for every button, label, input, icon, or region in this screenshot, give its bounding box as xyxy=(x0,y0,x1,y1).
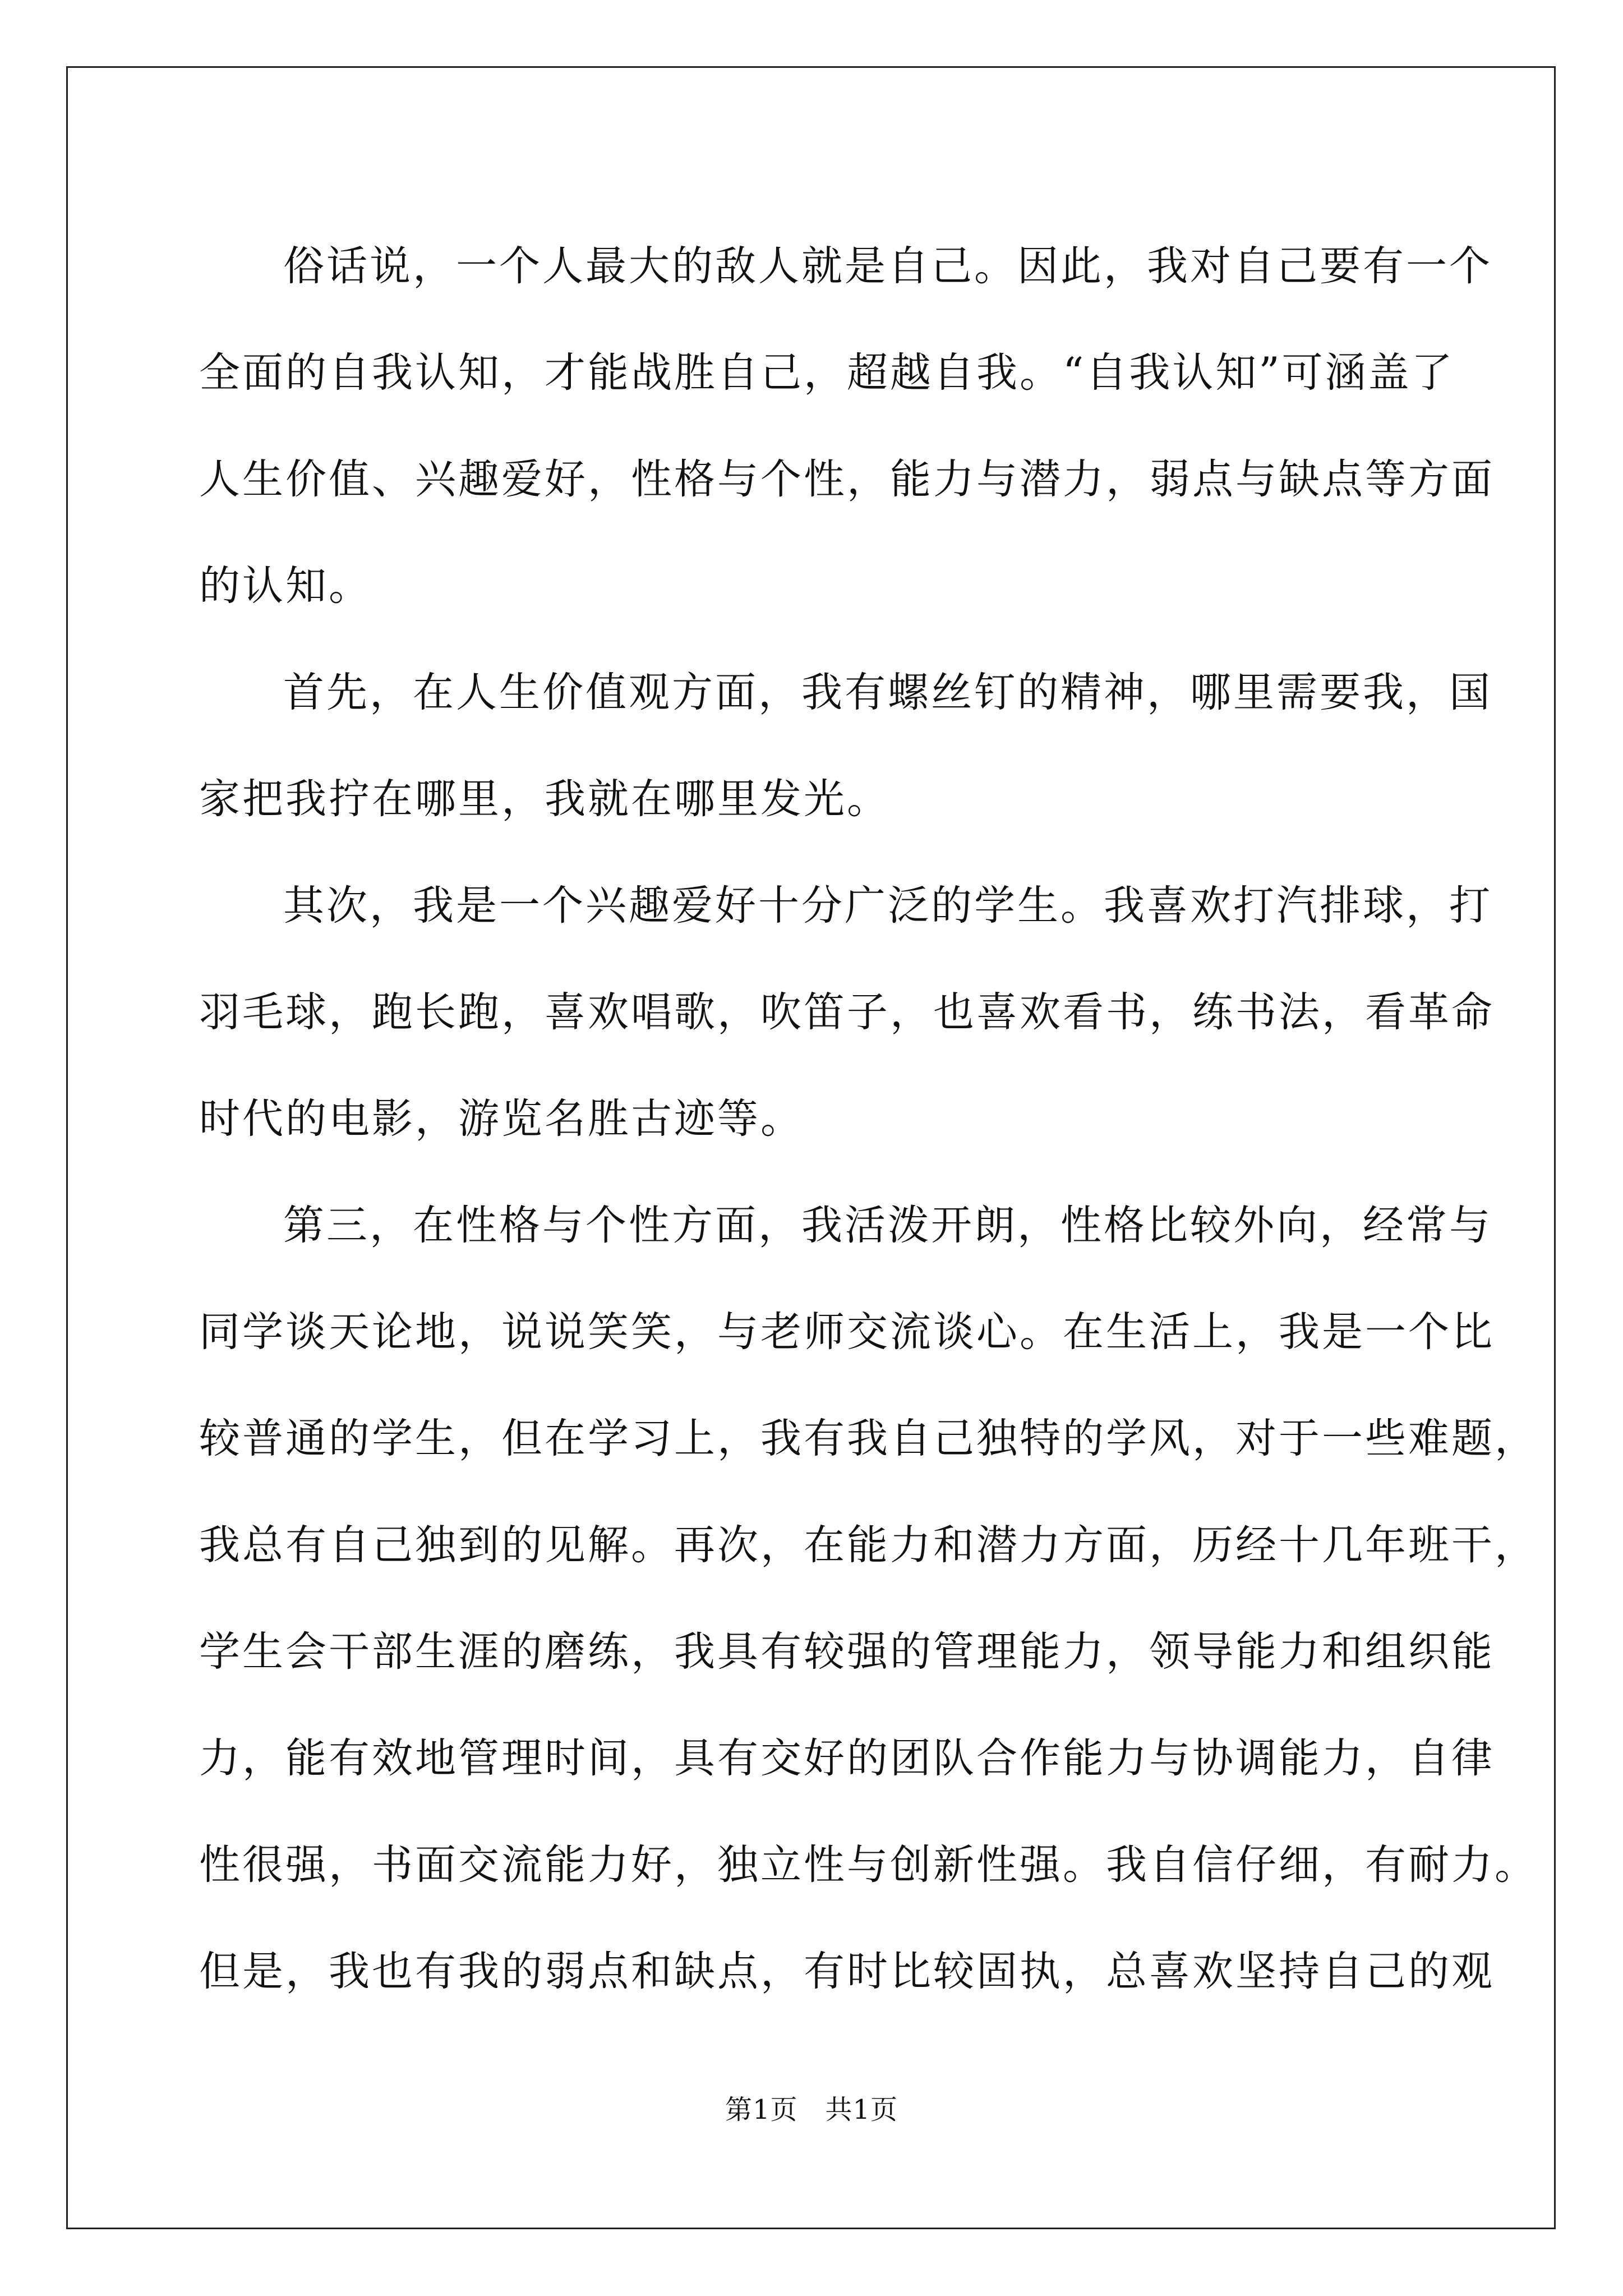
text-line: 全面的自我认知，才能战胜自己，超越自我。“自我认知”可涵盖了 xyxy=(199,349,1455,397)
text-line: 我总有自己独到的见解。再次，在能力和潜力方面，历经十几年班干， xyxy=(199,1521,1538,1569)
document-body xyxy=(199,213,1538,2025)
text-line: 其次，我是一个兴趣爱好十分广泛的学生。我喜欢打汽排球，打 xyxy=(283,882,1492,930)
text-line: 首先，在人生价值观方面，我有螺丝钉的精神，哪里需要我，国 xyxy=(283,669,1492,716)
text-line: 的认知。 xyxy=(199,562,372,610)
text-line: 学生会干部生涯的磨练，我具有较强的管理能力，领导能力和组织能 xyxy=(199,1628,1495,1676)
text-line: 力，能有效地管理时间，具有交好的团队合作能力与协调能力，自律 xyxy=(199,1734,1495,1782)
text-line: 时代的电影，游览名胜古迹等。 xyxy=(199,1095,804,1143)
text-line: 俗话说，一个人最大的敌人就是自己。因此，我对自己要有一个 xyxy=(283,242,1492,290)
text-line: 羽毛球，跑长跑，喜欢唱歌，吹笛子，也喜欢看书，练书法，看革命 xyxy=(199,988,1495,1036)
text-line: 第三，在性格与个性方面，我活泼开朗，性格比较外向，经常与 xyxy=(283,1202,1492,1249)
text-line: 人生价值、兴趣爱好，性格与个性，能力与潜力，弱点与缺点等方面 xyxy=(199,455,1495,503)
text-line: 较普通的学生，但在学习上，我有我自己独特的学风，对于一些难题， xyxy=(199,1415,1538,1462)
page-footer: 第1页 共1页 xyxy=(725,2094,898,2125)
text-line: 家把我拧在哪里，我就在哪里发光。 xyxy=(199,775,890,823)
text-line: 但是，我也有我的弱点和缺点，有时比较固执，总喜欢坚持自己的观 xyxy=(199,1948,1495,1995)
text-line: 性很强，书面交流能力好，独立性与创新性强。我自信仔细，有耐力。 xyxy=(199,1841,1538,1889)
text-line: 同学谈天论地，说说笑笑，与老师交流谈心。在生活上，我是一个比 xyxy=(199,1308,1495,1356)
